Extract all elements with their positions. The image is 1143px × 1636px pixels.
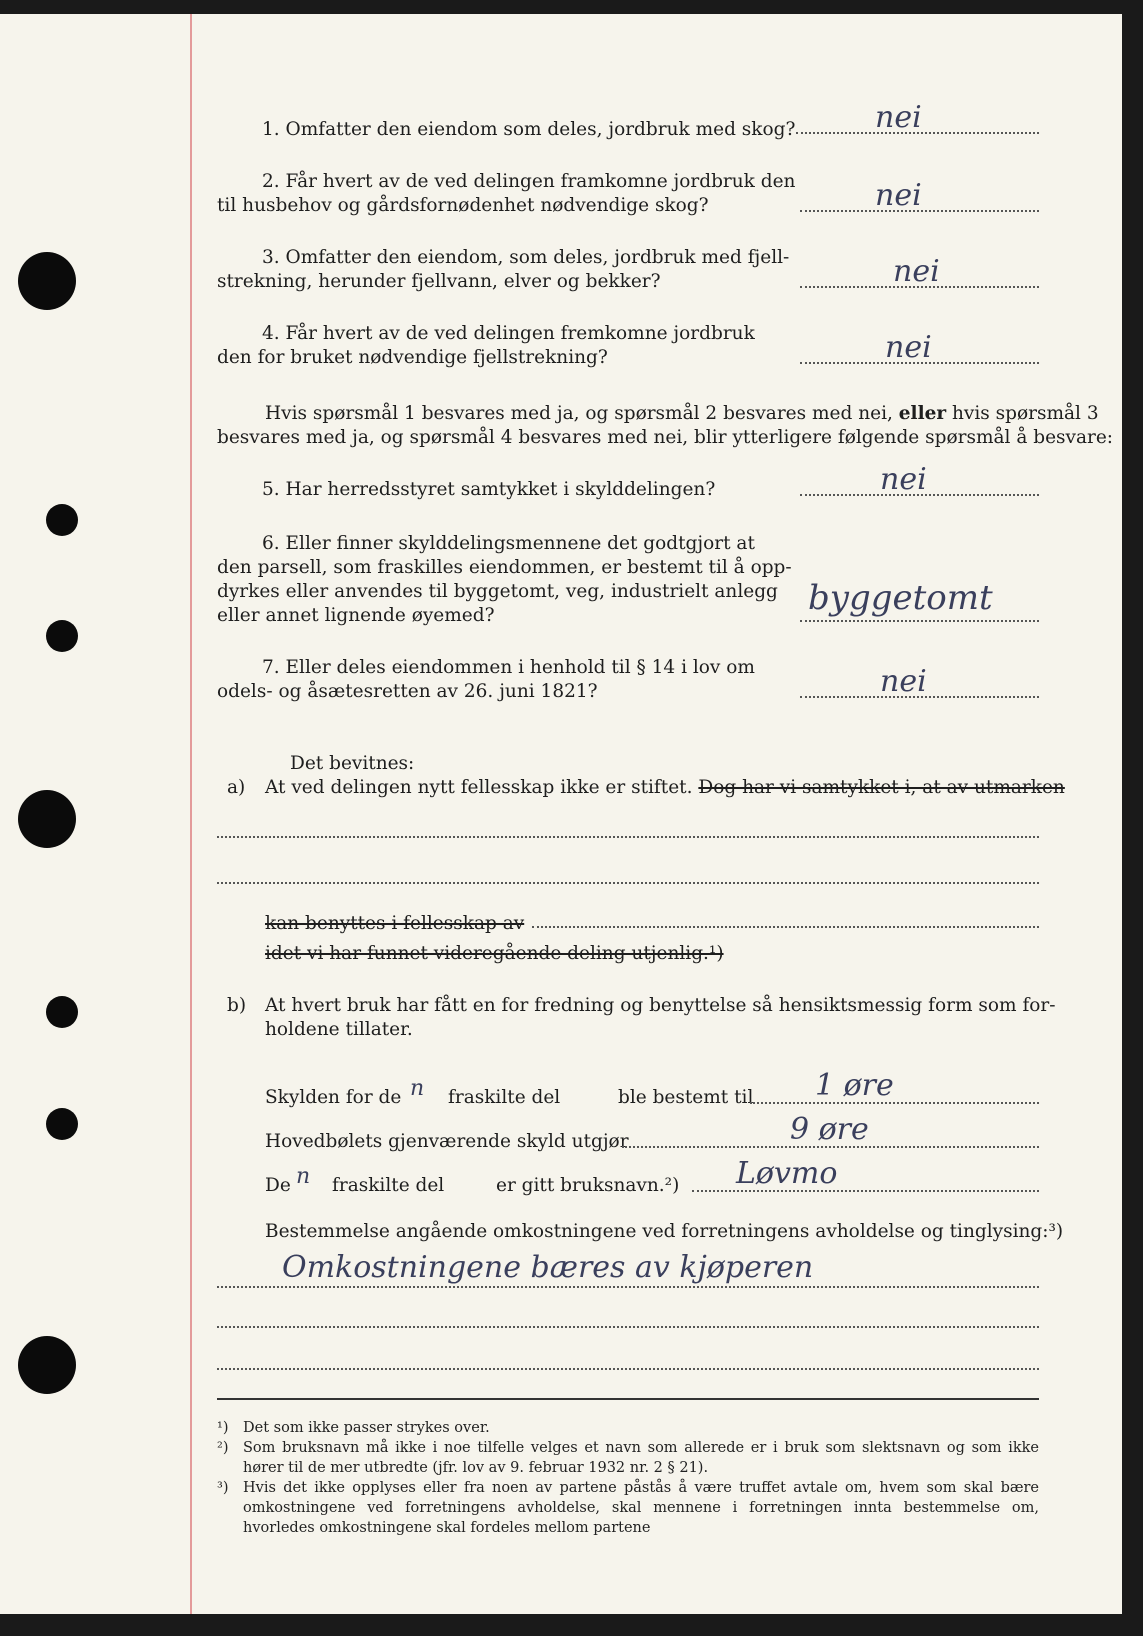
skyld-label-a: Skylden for de <box>265 1087 402 1108</box>
question-1-answer: nei <box>875 100 922 135</box>
footnote-1 <box>217 1418 1039 1438</box>
question-3-line-2: strekning, herunder fjellvann, elver og bekker? <box>217 271 661 292</box>
margin-line <box>190 14 192 1614</box>
skyld-label-c: ble bestemt til <box>618 1087 754 1108</box>
footnote-1-text: Det som ikke passer strykes over. <box>243 1420 490 1436</box>
navn-hand-n: n <box>296 1164 311 1189</box>
best-label: Bestemmelse angående omkostningene ved forretningens avholdelse og tinglysing:³) <box>265 1221 1064 1242</box>
conditional-text-a: Hvis spørsmål 1 besvares med ja, og spørsmål 2 besvares med nei, <box>265 403 893 424</box>
question-5-line-1: 5. Har herredsstyret samtykket i skylddelingen? <box>262 479 716 500</box>
blank-line <box>217 882 1039 884</box>
best-value: Omkostningene bæres av kjøperen <box>282 1250 814 1285</box>
certify-a-text: At ved delingen nytt fellesskap ikke er stiftet. <box>265 777 693 798</box>
struck-line-2: idet vi har funnet videregående deling utjenlig.¹) <box>265 943 724 964</box>
certify-b-line-2: holdene tillater. <box>265 1019 413 1040</box>
conditional-line-2: besvares med ja, og spørsmål 4 besvares med nei, blir ytterligere følgende spørsmål å besvare: <box>217 427 1114 448</box>
certify-a-label: a) <box>227 777 246 798</box>
certify-heading: Det bevitnes: <box>290 753 415 774</box>
navn-value: Løvmo <box>736 1156 838 1191</box>
question-7-line-1: 7. Eller deles eiendommen i henhold til § 14 i lov om <box>262 657 755 678</box>
question-3-answer: nei <box>893 254 940 289</box>
punch-hole <box>46 504 78 536</box>
question-4-line-1: 4. Får hvert av de ved delingen fremkomne jordbruk <box>262 323 755 344</box>
punch-hole <box>18 790 76 848</box>
hoved-value: 9 øre <box>790 1112 869 1147</box>
blank-line <box>217 1368 1039 1370</box>
question-6-line-2: den parsell, som fraskilles eiendommen, er bestemt til å opp- <box>217 557 792 578</box>
question-5-answer: nei <box>880 462 927 497</box>
question-2-line-2: til husbehov og gårdsfornødenhet nødvendige skog? <box>217 195 709 216</box>
hoved-label: Hovedbølets gjenværende skyld utgjør <box>265 1131 629 1152</box>
question-7-answer: nei <box>880 664 927 699</box>
conditional-text-b: hvis spørsmål 3 <box>952 403 1099 424</box>
footnote-rule <box>217 1398 1039 1400</box>
question-6-line-1: 6. Eller finner skylddelingsmennene det godtgjort at <box>262 533 755 554</box>
footnote-2-num: ²) <box>217 1440 229 1456</box>
skyld-label-b: fraskilte del <box>448 1087 561 1108</box>
question-6-line-3: dyrkes eller anvendes til byggetomt, veg, industrielt anlegg <box>217 581 778 602</box>
skyld-value-line <box>750 1102 1039 1104</box>
certify-b-label: b) <box>227 995 247 1016</box>
question-6-line-4: eller annet lignende øyemed? <box>217 605 495 626</box>
certify-a-line <box>265 776 1065 800</box>
question-4-answer: nei <box>885 330 932 365</box>
conditional-bold: eller <box>898 403 947 424</box>
question-4-line-2: den for bruket nødvendige fjellstrekning? <box>217 347 608 368</box>
blank-line <box>532 926 1039 928</box>
certify-b-line-1: At hvert bruk har fått en for fredning og benyttelse så hensiktsmessig form som for- <box>265 995 1056 1016</box>
navn-label-c: er gitt bruksnavn.²) <box>496 1175 680 1196</box>
struck-line-1: kan benyttes i fellesskap av <box>265 913 525 934</box>
footnote-2 <box>217 1438 1039 1478</box>
punch-hole <box>18 1336 76 1394</box>
navn-label-b: fraskilte del <box>332 1175 445 1196</box>
blank-line <box>217 1326 1039 1328</box>
question-3-line-1: 3. Omfatter den eiendom, som deles, jordbruk med fjell- <box>262 247 790 268</box>
certify-a-struck: Dog har vi samtykket i, at av utmarken <box>698 777 1065 798</box>
question-1-line-1: 1. Omfatter den eiendom som deles, jordbruk med skog? <box>262 119 796 140</box>
footnote-3-text: Hvis det ikke opplyses eller fra noen av partene påstås å være truffet avtale om, hvem som skal bære omkostningene ved forretningens avholdelse, skal mennene i forretningen innta bestemmelse om, hvorledes omkostningene skal fordeles mellom partene <box>243 1480 1039 1536</box>
question-7-line-2: odels- og åsætesretten av 26. juni 1821? <box>217 681 598 702</box>
answer-line <box>800 620 1039 622</box>
skyld-value: 1 øre <box>815 1068 894 1103</box>
footnote-3-num: ³) <box>217 1480 229 1496</box>
footnote-1-num: ¹) <box>217 1420 229 1436</box>
footnote-3 <box>217 1478 1039 1538</box>
punch-hole <box>46 620 78 652</box>
question-2-line-1: 2. Får hvert av de ved delingen framkomne jordbruk den <box>262 171 796 192</box>
skyld-hand-n: n <box>410 1076 425 1101</box>
blank-line <box>217 1286 1039 1288</box>
footnote-2-text: Som bruksnavn må ikke i noe tilfelle velges et navn som allerede er i bruk som slektsnavn og som ikke hører til de mer utbredte (jfr. lov av 9. februar 1932 nr. 2 § 21). <box>243 1440 1039 1476</box>
blank-line <box>217 836 1039 838</box>
question-2-answer: nei <box>875 178 922 213</box>
punch-hole <box>18 252 76 310</box>
question-6-answer: byggetomt <box>808 578 993 618</box>
punch-hole <box>46 1108 78 1140</box>
navn-label-a: De <box>265 1175 291 1196</box>
conditional-line-1 <box>265 402 1099 426</box>
punch-hole <box>46 996 78 1028</box>
